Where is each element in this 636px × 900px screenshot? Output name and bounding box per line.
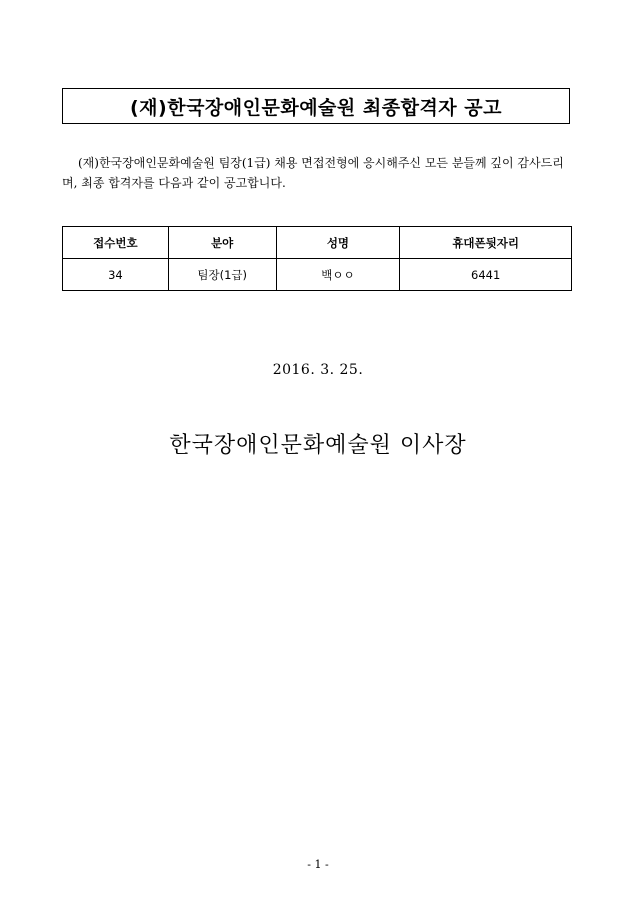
cell-phone-last-digits: 6441 [400,259,572,291]
intro-paragraph: (재)한국장애인문화예술원 팀장(1급) 채용 면접전형에 응시해주신 모든 분들께 깊이 감사드리며, 최종 합격자를 다음과 같이 공고합니다. [62,156,564,190]
signatory: 한국장애인문화예술원 이사장 [169,433,467,458]
cell-application-number: 34 [63,259,169,291]
header-field: 분야 [168,227,276,259]
title-box [62,88,570,124]
cell-name: 백ㅇㅇ [276,259,400,291]
result-table [62,226,572,291]
document-title: (재)한국장애인문화예술원 최종합격자 공고 [130,96,502,119]
table-row [63,259,572,291]
header-application-number: 접수번호 [63,227,169,259]
cell-field: 팀장(1급) [168,259,276,291]
table-header-row [63,227,572,259]
intro-section [62,153,574,193]
announcement-date: 2016. 3. 25. [272,362,364,378]
page-number: - 1 - [307,858,329,871]
header-name: 성명 [276,227,400,259]
header-phone-last-digits: 휴대폰뒷자리 [400,227,572,259]
